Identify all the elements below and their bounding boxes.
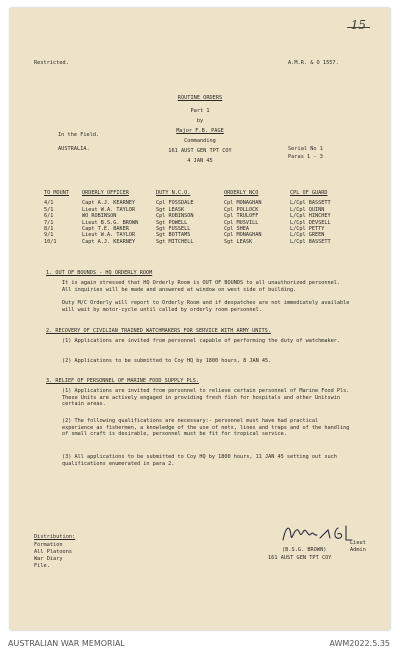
roster-cell: L/Cpl BASSETT	[290, 238, 331, 245]
roster-cell: Capt A.J. KEARNEY	[82, 238, 136, 245]
roster-cell: 10/1	[44, 238, 57, 245]
roster-cell: Cpl MONAGHAN	[224, 200, 262, 207]
roster-cell: Lieut B.S.G. BROWN	[82, 219, 139, 226]
duty-roster-table	[44, 190, 360, 245]
roster-cell: 6/1	[44, 213, 54, 220]
roster-cell: Sgt MITCHELL	[156, 238, 194, 245]
roster-cell: L/Cpl DEVSELL	[290, 219, 331, 226]
roster-cell: Sgt FUSSELL	[156, 226, 191, 233]
roster-cell: 5/1	[44, 206, 54, 213]
archive-footer	[0, 636, 400, 653]
roster-cell: Sgt LEASK	[224, 238, 253, 245]
roster-header: ORDERLY NCO	[224, 190, 259, 196]
distribution-item: All Platoons	[34, 549, 73, 555]
serial-number: Serial No 1	[288, 146, 323, 152]
roster-cell: Cpl POLLOCK	[224, 206, 259, 213]
section-3-para-2: (2) The following qualifications are necessary:- personnel must have had practical experience as fishermen, a knowledge of the use of nets, lines and traps and of the handling of small craft is desirable, personnel must be fit for tropical service.	[62, 418, 350, 438]
roster-header: ORDERLY OFFICER	[82, 190, 129, 196]
handwritten-folio-mark: 15	[350, 18, 366, 32]
document-sheet	[10, 8, 390, 630]
archive-name: AUSTRALIAN WAR MEMORIAL	[8, 639, 125, 648]
roster-cell: Sgt POWELL	[156, 219, 188, 226]
signature-role: Admin	[350, 547, 366, 553]
signature-name: (B.S.G. BROWN)	[282, 547, 327, 553]
roster-cell: 7/1	[44, 219, 54, 226]
roster-cell: L/Cpl PETTY	[290, 226, 325, 233]
roster-cell: 9/1	[44, 232, 54, 239]
commanding-label: Commanding	[184, 138, 216, 144]
distribution-item: Formation	[34, 542, 63, 548]
section-1-title: 1. OUT OF BOUNDS - HQ ORDERLY ROOM	[46, 270, 153, 276]
archive-reference: AWM2022.5.35	[329, 639, 390, 648]
roster-cell: L/Cpl QUINN	[290, 206, 325, 213]
roster-cell: L/Cpl BASSETT	[290, 200, 331, 207]
roster-header: CPL OF GUARD	[290, 190, 328, 196]
roster-header: TO MOUNT	[44, 190, 69, 196]
roster-header: DUTY N.C.O.	[156, 190, 191, 196]
roster-cell: Cpl TRULOFF	[224, 213, 259, 220]
signature-unit: 161 AUST GEN TPT COY	[268, 555, 332, 561]
field-label: In the Field.	[58, 132, 100, 138]
roster-cell: Sgt BOTTAMS	[156, 232, 191, 239]
roster-cell: Cpl SHEA	[224, 226, 249, 233]
roster-cell: Cpl MONAGHAN	[224, 232, 262, 239]
roster-cell: Cpl FOSSDALE	[156, 200, 194, 207]
section-2-para-1: (1) Applications are invited from personnel capable of performing the duty of watchmaker.	[62, 338, 340, 344]
restricted-label: Restricted.	[34, 60, 69, 66]
reference-number: A.M.R. & O 1557.	[288, 60, 339, 66]
order-date: 4 JAN 45	[187, 158, 213, 164]
roster-cell: 4/1	[44, 200, 54, 207]
country-label: AUSTRALIA.	[58, 146, 90, 152]
distribution-item: War Diary	[34, 556, 63, 562]
section-3-title: 3. RELIEF OF PERSONNEL OF MARINE FOOD SUPPLY PLS.	[46, 378, 200, 384]
distribution-label: Distribution:	[34, 534, 76, 540]
roster-row	[44, 239, 360, 245]
roster-cell: Sgt LEASK	[156, 206, 185, 213]
roster-cell: L/Cpl GREEN	[290, 232, 325, 239]
section-2-para-2: (2) Applications to be submitted to Coy HQ by 1800 hours, 8 JAN 45.	[62, 358, 272, 364]
section-1-text-2: Duty M/C Orderly will report to Orderly Room and if despatches are not immediately available will wait by motor-cycle until called by orderly room personnel.	[62, 300, 350, 313]
document-title: ROUTINE ORDERS	[177, 95, 223, 101]
roster-cell: Capt T.E. BAKER	[82, 226, 129, 233]
distribution-item: File.	[34, 563, 50, 569]
roster-cell: Lieut W.A. TAYLOR	[82, 232, 136, 239]
signature-rank: Lieut	[350, 540, 366, 546]
roster-cell: 8/1	[44, 226, 54, 233]
part-label: Part 1	[190, 108, 210, 114]
section-3-para-3: (3) All applications to be submitted to Coy HQ by 1800 hours, 11 JAN 45 setting out such qualifications enumerated in para 2.	[62, 454, 337, 467]
commanding-officer: Major F.B. PAGE	[176, 128, 224, 134]
section-1-text: It is again stressed that HQ Orderly Room is OUT OF BOUNDS to all unauthorized personnel. All inquiries will be made and answered at window on west side of building.	[62, 280, 340, 293]
section-2-title: 2. RECOVERY OF CIVILIAN TRAINED WATCHMAKERS FOR SERVICE WITH ARMY UNITS.	[46, 328, 271, 334]
roster-cell: WO ROBINSON	[82, 213, 117, 220]
roster-cell: Lieut W.A. TAYLOR	[82, 206, 136, 213]
roster-cell: L/Cpl HINCHEY	[290, 213, 331, 220]
section-3-para-1: (1) Applications are invited from personnel to relieve certain personnel of Marine Food Pls. These Units are actively engaged in providing fresh fish for hospitals and other Unitswin certain areas.	[62, 388, 350, 408]
unit-name: 161 AUST GEN TPT COY	[168, 148, 232, 154]
paras-range: Paras 1 - 3	[288, 154, 323, 160]
roster-cell: Cpl MUSVILL	[224, 219, 259, 226]
roster-cell: Capt A.J. KEARNEY	[82, 200, 136, 207]
roster-cell: Cpl ROBINSON	[156, 213, 194, 220]
by-label: by	[196, 118, 204, 124]
